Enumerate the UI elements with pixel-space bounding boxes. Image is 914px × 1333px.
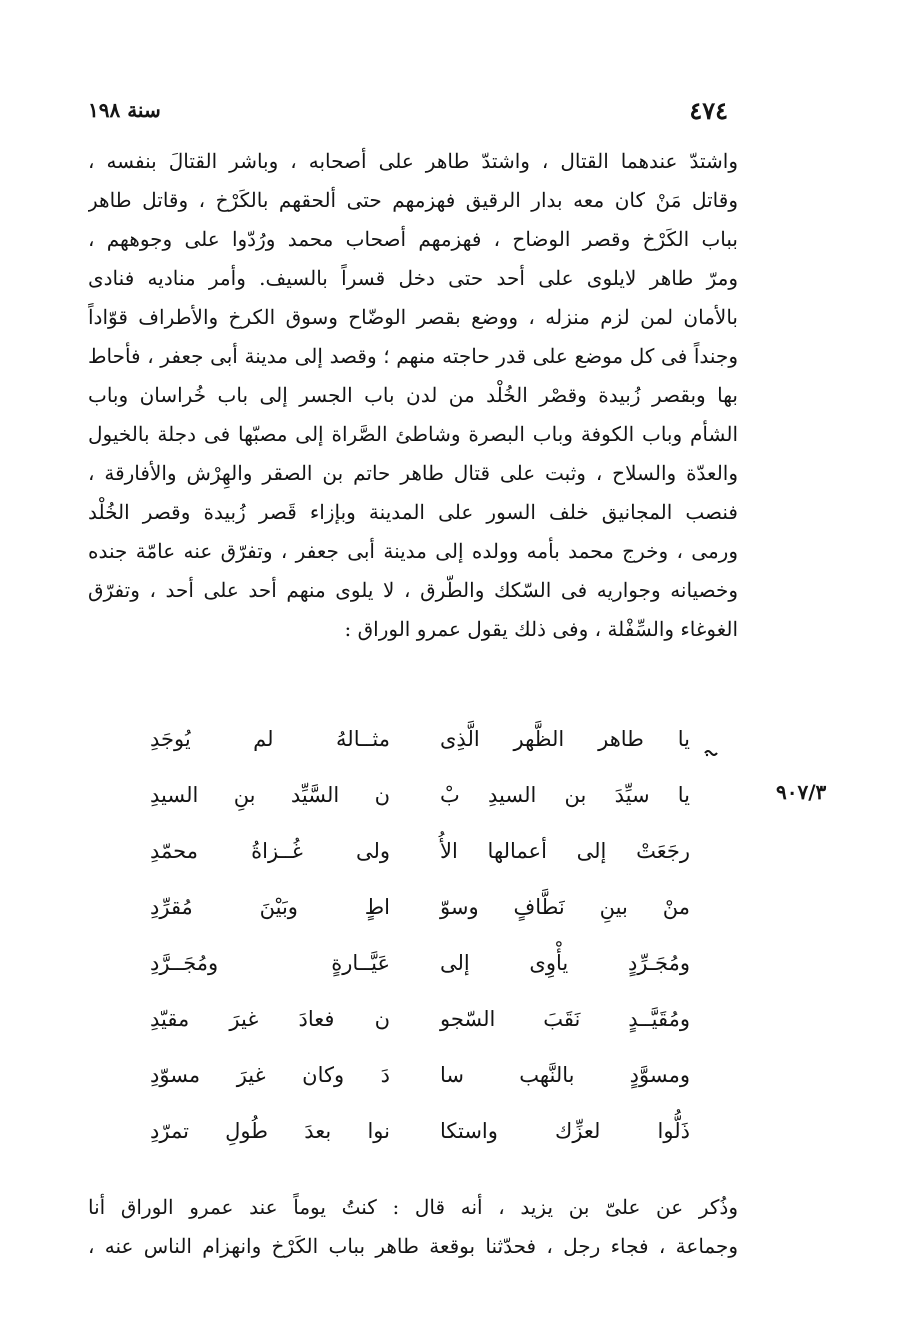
prose-line: ومرّ طاهر لايلوى على أحد حتى دخل قسراً بالسيف. وأمر مناديه فنادى [88, 266, 738, 290]
verse-line [150, 940, 690, 996]
margin-reference: ٩٠٧/٣ [776, 780, 827, 804]
verse-second-hemistich: ن فعادَ غيرَ مقيّدِ [150, 1007, 390, 1031]
verse-second-hemistich: دَ وكان غيرَ مسوّدِ [150, 1063, 390, 1087]
prose-paragraph-top [88, 142, 738, 649]
prose-line: وجماعة ، فجاء رجل ، فحدّثنا بوقعة طاهر بباب الكَرْخ وانهزام الناس عنه ، [88, 1234, 738, 1258]
verse-line [150, 884, 690, 940]
prose-line: والعدّة والسلاح ، وثبت على قتال طاهر حاتم بن الصقر والهِرْش والأفارقة ، [88, 461, 738, 485]
prose-line: وذُكر عن علىّ بن يزيد ، أنه قال : كنتُ يوماً عند عمرو الوراق أنا [88, 1195, 738, 1219]
verse-first-hemistich: ومُجَـرِّدٍ يأْوِى إلى [440, 951, 690, 975]
verse-line [150, 1052, 690, 1108]
verse-first-hemistich: يا طاهر الظَّهر الَّذِى [440, 727, 690, 751]
prose-line: ورمى ، وخرج محمد بأمه وولده إلى مدينة أبى جعفر ، وتفرّق عنه عامّة جنده [88, 539, 738, 563]
verse-second-hemistich: ن السَّيِّد بنِ السيدِ [150, 783, 390, 807]
verse-line [150, 772, 690, 828]
verse-second-hemistich: مثــالهُ لم يُوجَدِ [150, 727, 390, 751]
prose-line: واشتدّ عندهما القتال ، واشتدّ طاهر على أصحابه ، وباشر القتالَ بنفسه ، [88, 149, 738, 173]
prose-line: بها وبقصر زُبيدة وقصْر الخُلْد من لدن باب الجسر إلى باب خُراسان وباب [88, 383, 738, 407]
prose-line: الغوغاء والسِّفْلة ، وفى ذلك يقول عمرو الوراق : [344, 617, 738, 641]
prose-line: بالأمان لمن لزم منزله ، ووضع بقصر الوضّاح وسوق الكرخ والأطراف قوّاداً [88, 305, 738, 329]
prose-line: بباب الكَرْخ وقصر الوضاح ، فهزمهم أصحاب محمد ورُدّوا على وجوههم ، [88, 227, 738, 251]
poem [150, 716, 690, 1164]
verse-line [150, 716, 690, 772]
page-header [88, 96, 728, 132]
prose-line: وقاتل مَنْ كان معه بدار الرقيق فهزمهم حتى ألحقهم بالكَرْخ ، وقاتل طاهر [88, 188, 738, 212]
prose-line: فنصب المجانيق خلف السور على المدينة وبإزاء قَصر زُبيدة وقصر الخُلْد [88, 500, 738, 524]
verse-first-hemistich: ومسوَّدٍ بالنَّهب سا [440, 1063, 690, 1087]
prose-paragraph-bottom [88, 1188, 738, 1266]
verse-second-hemistich: ولى غُــزاةُ محمّدِ [150, 839, 390, 863]
verse-line [150, 1108, 690, 1164]
verse-line [150, 996, 690, 1052]
prose-line: وخصيانه وجواريه فى السّكك والطّرق ، لا يلوى منهم أحد على أحد ، وتفرّق [88, 578, 738, 602]
verse-first-hemistich: منْ بينِ نَطَّافٍ وسوّ [440, 895, 690, 919]
verse-second-hemistich: اطٍ وبَيْنَ مُقرِّدِ [150, 895, 390, 919]
verse-line [150, 828, 690, 884]
verse-first-hemistich: يا سيِّدَ بن السيدِ بْ [440, 783, 690, 807]
page-number: ٤٧٤ [689, 96, 728, 125]
verse-second-hemistich: نوا بعدَ طُولِ تمرّدِ [150, 1119, 390, 1143]
verse-ornament-icon [704, 748, 718, 758]
verse-second-hemistich: عَيَّــارةٍ ومُجَــرَّدِ [150, 951, 390, 975]
verse-first-hemistich: ذَلُّوا لعزِّك واستكا [440, 1119, 690, 1143]
prose-line: وجنداً فى كل موضع على قدر حاجته منهم ؛ وقصد إلى مدينة أبى جعفر ، فأحاط [88, 344, 738, 368]
verse-first-hemistich: رجَعَتْ إلى أعمالها الأُ [440, 839, 690, 863]
year-label: سنة ١٩٨ [88, 98, 161, 122]
verse-first-hemistich: ومُقَيَّــدٍ نَقَبَ السّجو [440, 1007, 690, 1031]
prose-line: الشأم وباب الكوفة وباب البصرة وشاطئ الصَّراة إلى مصبّها فى دجلة بالخيول [88, 422, 738, 446]
